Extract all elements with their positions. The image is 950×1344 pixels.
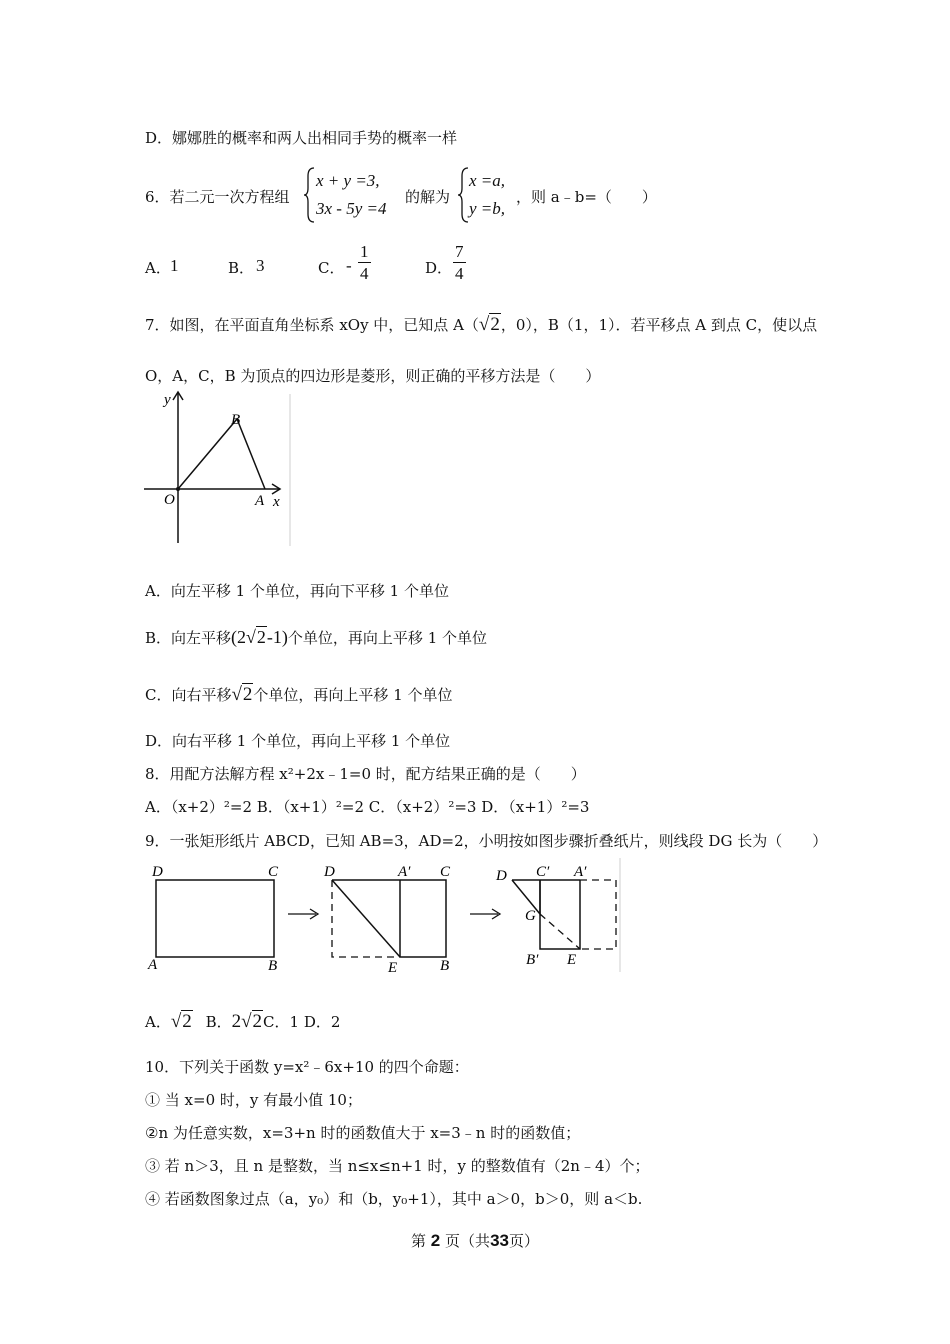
- q9-fig2-label-c: C: [440, 864, 451, 880]
- q7-option-c-sqrt: √2: [231, 684, 253, 705]
- q9-fig1-label-c: C: [268, 864, 279, 880]
- q9-fig1-label-a: A: [148, 957, 158, 973]
- q7-fig-label-b: B: [231, 412, 241, 428]
- q7-sqrt-radicand: 2: [490, 314, 500, 335]
- q7-stem-line1-a: 7．如图，在平面直角坐标系 xOy 中，已知点 A（: [145, 316, 479, 334]
- page-footer: [0, 1230, 950, 1251]
- q7-fig-label-o: O: [164, 492, 175, 508]
- q9-fig3-label-a1: A′: [574, 864, 587, 880]
- q10-proposition-3: ③ 若 n＞3，且 n 是整数，当 n≤x≤n+1 时，y 的整数值有（2n﹣4）个；: [145, 1157, 650, 1175]
- q7-stem-line1: [145, 314, 817, 336]
- q9-fig3-label-d: D: [496, 868, 507, 884]
- q9-fig1-label-d: D: [152, 864, 163, 880]
- q7-fig-label-y: y: [164, 392, 171, 408]
- q6-stem-prefix: 6．若二元一次方程组: [145, 188, 290, 206]
- q7-stem-line1-b: ，0），B（1，1）．若平移点 A 到点 C，使以点: [500, 316, 818, 334]
- q10-proposition-4: ④ 若函数图象过点（a，y₀）和（b，y₀+1），其中 a＞0，b＞0，则 a＜b.: [145, 1190, 643, 1208]
- q6-option-a-label: A．: [145, 259, 171, 277]
- q6-stem-middle: 的解为: [405, 188, 451, 206]
- footer-total-pages: 33: [490, 1231, 509, 1250]
- q7-option-b-expr-post: -1): [266, 627, 288, 647]
- q7-sqrt-expression: √2: [478, 314, 500, 335]
- q7-option-c-radicand: 2: [242, 684, 253, 705]
- q6-option-d-label: D．: [425, 259, 453, 277]
- q9-fig1-label-b: B: [268, 958, 278, 974]
- q10-stem: 10．下列关于函数 y=x²﹣6x+10 的四个命题：: [145, 1058, 469, 1076]
- q7-option-c: [145, 684, 453, 706]
- q8-stem: 8．用配方法解方程 x²+2x﹣1=0 时，配方结果正确的是（ ）: [145, 765, 586, 783]
- q7-option-b-expr-pre: (2: [231, 627, 247, 647]
- q6-option-a-value: 1: [170, 256, 179, 275]
- q7-coordinate-figure: [140, 388, 300, 548]
- footer-middle: 页（共: [445, 1232, 491, 1250]
- q6-option-d-fraction: [453, 242, 466, 285]
- q9-fig3-label-g: G: [525, 908, 536, 924]
- q6-option-d-denominator: 4: [455, 264, 464, 283]
- q9-stem: 9．一张矩形纸片 ABCD，已知 AB=3，AD=2，小明按如图步骤折叠纸片，则线段 DG 长为（ ）: [145, 832, 828, 850]
- q7-option-c-text-a: C．向右平移: [145, 686, 232, 704]
- q9-option-a-radicand: 2: [182, 1011, 192, 1032]
- q9-options-c-d: C．1 D．2: [263, 1013, 341, 1031]
- q9-option-b-coef: 2: [231, 1011, 242, 1032]
- q6-equation-2: 3x - 5y =4: [316, 199, 387, 218]
- q9-fig3-label-e: E: [567, 952, 577, 968]
- q9-option-b-expression: 2√2: [231, 1011, 263, 1032]
- q5-option-d: D．娜娜胜的概率和两人出相同手势的概率一样: [145, 129, 458, 147]
- q7-option-b-text-a: B．向左平移: [145, 629, 232, 647]
- q6-option-d-numerator: 7: [455, 242, 464, 261]
- q7-option-b: [145, 627, 487, 648]
- q7-fig-label-a: A: [255, 493, 265, 509]
- q9-option-b-label: B．: [205, 1013, 232, 1031]
- q6-option-b-value: 3: [256, 256, 265, 275]
- footer-page-number: 2: [430, 1231, 441, 1250]
- q9-fig3-label-b1: B′: [526, 952, 539, 968]
- q9-option-b-radicand: 2: [252, 1011, 263, 1032]
- q7-option-b-expression: (2√2-1): [231, 627, 288, 647]
- q6-solution-1: x =a,: [469, 171, 506, 190]
- q10-proposition-2: ②n 为任意实数，x=3+n 时的函数值大于 x=3﹣n 时的函数值；: [145, 1124, 581, 1142]
- q9-options: [145, 1011, 340, 1033]
- q6-equation-1: x + y =3,: [316, 171, 380, 190]
- q7-stem-line2: O，A，C，B 为顶点的四边形是菱形，则正确的平移方法是（ ）: [145, 367, 601, 385]
- q6-option-c-fraction: [358, 242, 371, 285]
- q7-option-a: A．向左平移 1 个单位，再向下平移 1 个单位: [145, 582, 449, 600]
- q9-option-a-sqrt: √2: [170, 1011, 192, 1032]
- q6-option-c-denominator: 4: [360, 264, 369, 283]
- q6-option-c-numerator: 1: [360, 242, 369, 261]
- footer-suffix: 页）: [508, 1232, 539, 1250]
- q7-option-d: D．向右平移 1 个单位，再向上平移 1 个单位: [145, 732, 451, 750]
- q7-option-c-text-b: 个单位，再向上平移 1 个单位: [253, 686, 453, 704]
- q6-system-brace: [304, 166, 316, 224]
- q6-option-c-label: C．: [318, 259, 345, 277]
- q9-fig2-label-e: E: [388, 960, 398, 976]
- q7-option-b-text-b: 个单位，再向上平移 1 个单位: [287, 629, 488, 647]
- q6-option-b-label: B．: [228, 259, 255, 277]
- q9-fig2-label-a1: A′: [398, 864, 411, 880]
- q9-folding-figure: [140, 856, 630, 976]
- q6-solution-2: y =b,: [469, 199, 506, 218]
- q9-fig2-label-b: B: [440, 958, 450, 974]
- q6-option-c-sign: -: [346, 256, 352, 275]
- q9-fig3-label-c1: C′: [536, 864, 550, 880]
- q9-fig2-label-d: D: [324, 864, 335, 880]
- q7-fig-label-x: x: [273, 494, 280, 510]
- q8-options: A．（x+2）²=2 B．（x+1）²=2 C．（x+2）²=3 D．（x+1）²=3: [145, 798, 590, 816]
- q10-proposition-1: ① 当 x=0 时，y 有最小值 10；: [145, 1091, 362, 1109]
- q6-stem-suffix: ，则 a﹣b=（ ）: [516, 188, 657, 206]
- footer-prefix: 第: [411, 1232, 427, 1250]
- q7-option-b-expr-radicand: 2: [256, 627, 266, 647]
- q9-option-a-label: A．: [145, 1013, 171, 1031]
